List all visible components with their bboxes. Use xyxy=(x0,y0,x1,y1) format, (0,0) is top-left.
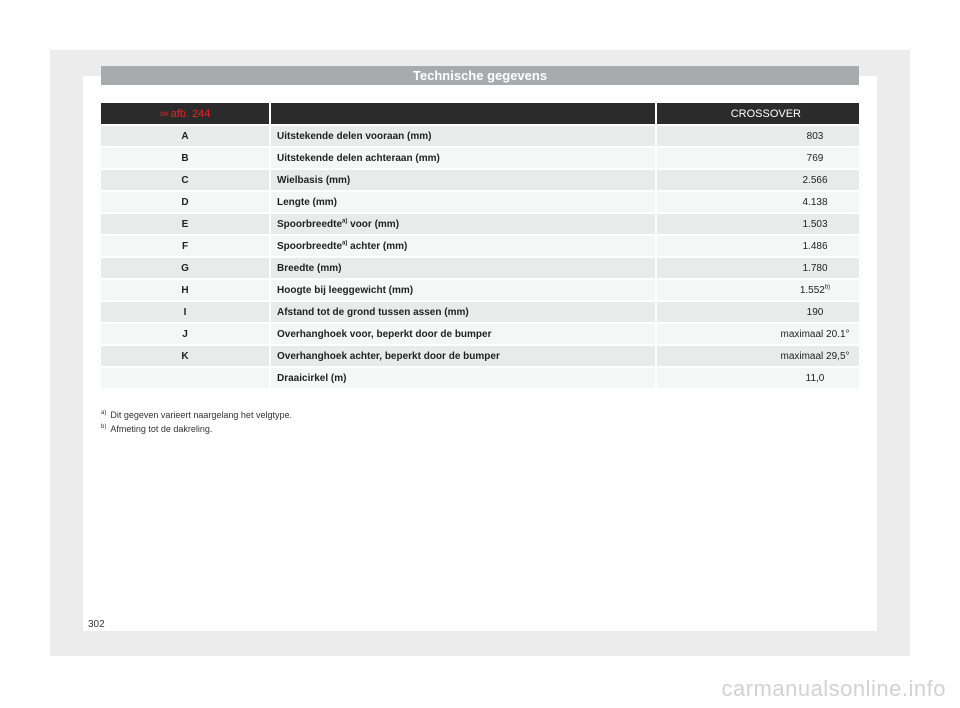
row-description xyxy=(269,126,655,146)
row-description-text: Afstand tot de grond tussen assen (mm) xyxy=(277,306,469,318)
table-row xyxy=(101,170,859,190)
row-value-text: maximaal 29,5° xyxy=(780,350,850,362)
row-value-text: 2.566 xyxy=(802,174,828,186)
row-description-text: Hoogte bij leeggewicht (mm) xyxy=(277,284,414,296)
row-value-text: 4.138 xyxy=(802,196,828,208)
row-value xyxy=(655,368,859,388)
table-row xyxy=(101,214,859,234)
row-description xyxy=(269,324,655,344)
table-row xyxy=(101,236,859,256)
row-description-text: Lengte (mm) xyxy=(277,196,337,208)
row-key: J xyxy=(101,324,269,344)
table-row xyxy=(101,192,859,212)
row-value-text: 11,0 xyxy=(805,372,825,384)
section-title: Technische gegevens xyxy=(101,66,859,85)
row-value xyxy=(655,214,859,234)
table-row xyxy=(101,258,859,278)
row-key: C xyxy=(101,170,269,190)
row-description-text: Spoorbreedte xyxy=(277,218,343,230)
row-description-text: Wielbasis (mm) xyxy=(277,174,351,186)
footnote-ref: a) xyxy=(342,240,348,247)
row-key: B xyxy=(101,148,269,168)
row-value xyxy=(655,258,859,278)
footnote-text: Dit gegeven varieert naargelang het velgtype. xyxy=(110,410,292,420)
row-value-text: 1.780 xyxy=(802,262,828,274)
row-key: E xyxy=(101,214,269,234)
row-description-text: Uitstekende delen achteraan (mm) xyxy=(277,152,440,164)
row-value-text: 769 xyxy=(806,152,824,164)
row-value xyxy=(655,126,859,146)
footnote-text: Afmeting tot de dakreling. xyxy=(110,424,213,434)
row-description xyxy=(269,170,655,190)
table-row xyxy=(101,302,859,322)
row-value-text: 1.552 xyxy=(799,284,825,296)
row-key: K xyxy=(101,346,269,366)
footnote-mark: a) xyxy=(101,410,107,416)
row-value-text: 190 xyxy=(806,306,824,318)
arrows-icon: ››› xyxy=(159,107,168,120)
row-value xyxy=(655,324,859,344)
table-row xyxy=(101,368,859,388)
spec-table xyxy=(101,101,859,390)
figure-reference-label: afb. 244 xyxy=(170,107,211,120)
row-description xyxy=(269,368,655,388)
footnote-ref: a) xyxy=(342,218,348,225)
row-description-text: Spoorbreedte xyxy=(277,240,343,252)
row-value xyxy=(655,236,859,256)
row-value-text: 1.503 xyxy=(802,218,828,230)
watermark-text: carmanualsonline.info xyxy=(721,676,946,701)
footnote-ref: b) xyxy=(824,284,831,291)
row-description-text: Overhanghoek achter, beperkt door de bumper xyxy=(277,350,500,362)
table-row xyxy=(101,148,859,168)
row-key: G xyxy=(101,258,269,278)
table-row xyxy=(101,126,859,146)
row-value xyxy=(655,192,859,212)
page-number: 302 xyxy=(88,619,105,630)
row-description xyxy=(269,214,655,234)
row-description xyxy=(269,148,655,168)
row-value-text: maximaal 20.1° xyxy=(780,328,850,340)
footnotes xyxy=(101,410,601,438)
row-value xyxy=(655,148,859,168)
row-description-text: Breedte (mm) xyxy=(277,262,342,274)
row-key: D xyxy=(101,192,269,212)
table-header-row xyxy=(101,103,859,124)
header-column-label: CROSSOVER xyxy=(655,103,859,124)
row-value-text: 803 xyxy=(806,130,824,142)
row-key: I xyxy=(101,302,269,322)
row-key: F xyxy=(101,236,269,256)
table-row xyxy=(101,346,859,366)
row-description-tail: achter (mm) xyxy=(347,240,408,252)
row-description xyxy=(269,346,655,366)
header-desc-cell xyxy=(269,103,655,124)
table-row xyxy=(101,324,859,344)
table-body xyxy=(101,126,859,388)
row-description xyxy=(269,302,655,322)
row-description-tail: voor (mm) xyxy=(347,218,400,230)
row-description-text: Overhanghoek voor, beperkt door de bumper xyxy=(277,328,492,340)
row-description-text: Draaicirkel (m) xyxy=(277,372,347,384)
row-description-text: Uitstekende delen vooraan (mm) xyxy=(277,130,432,142)
row-value xyxy=(655,280,859,300)
row-key xyxy=(101,368,269,388)
row-description xyxy=(269,236,655,256)
row-key: H xyxy=(101,280,269,300)
row-value-text: 1.486 xyxy=(802,240,828,252)
row-description xyxy=(269,192,655,212)
row-description xyxy=(269,280,655,300)
figure-reference-link[interactable] xyxy=(101,103,269,124)
row-value xyxy=(655,302,859,322)
row-key: A xyxy=(101,126,269,146)
footnote xyxy=(101,424,601,434)
row-value xyxy=(655,346,859,366)
footnote xyxy=(101,410,601,420)
table-row xyxy=(101,280,859,300)
footnote-mark: b) xyxy=(101,424,107,430)
row-description xyxy=(269,258,655,278)
row-value xyxy=(655,170,859,190)
